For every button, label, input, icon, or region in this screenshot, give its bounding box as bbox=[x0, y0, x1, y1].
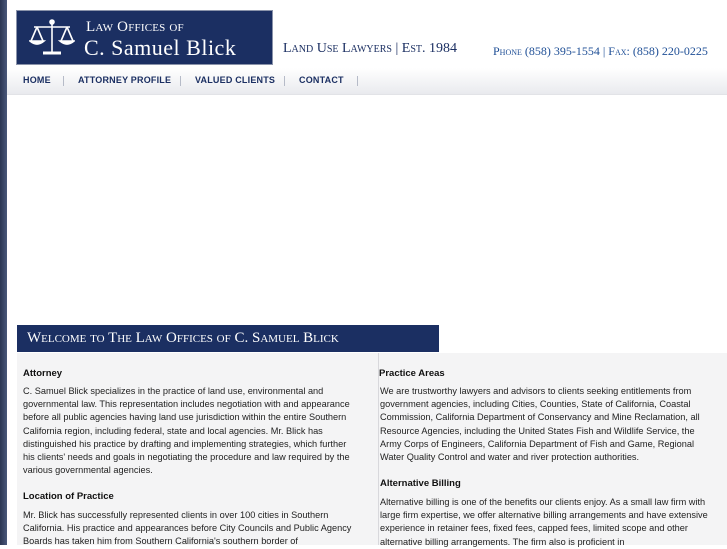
welcome-banner bbox=[17, 325, 439, 352]
site-logo[interactable] bbox=[16, 10, 273, 65]
main-content bbox=[17, 353, 727, 545]
attorney-text: C. Samuel Blick specializes in the practice of land use, environmental and governmental law. This representation includes negotiation with and appearance before all public agencies having land use jurisdiction within the entire Southern California region, including federal, state and local agencies. Mr. Blick has distinguished his practice by drafting and implementing strategies, which further his clients' needs and goals in negotiating the procedure and law required by the various governmental agencies. bbox=[23, 386, 350, 476]
left-edge-bar bbox=[0, 0, 7, 545]
main-nav bbox=[7, 68, 727, 95]
nav-separator bbox=[357, 76, 358, 86]
welcome-title: Welcome to The Law Offices of C. Samuel Blick bbox=[27, 330, 339, 346]
nav-separator bbox=[63, 76, 64, 86]
contact-phone-fax: Phone (858) 395-1554 | Fax: (858) 220-0225 bbox=[493, 44, 708, 58]
attorney-heading: Attorney bbox=[23, 368, 63, 379]
logo-line-1: Law Offices of bbox=[86, 19, 184, 35]
nav-valued-clients[interactable]: VALUED CLIENTS bbox=[195, 75, 276, 85]
nav-contact[interactable]: CONTACT bbox=[299, 75, 344, 85]
site-tagline: Land Use Lawyers | Est. 1984 bbox=[283, 41, 457, 56]
location-text: Mr. Blick has successfully represented clients in over 100 cities in Southern California. His practice and appearances before City Councils and Public Agency Boards has taken him from Southern California's southern border of bbox=[23, 510, 352, 547]
nav-home[interactable]: HOME bbox=[23, 75, 51, 85]
logo-line-2: C. Samuel Blick bbox=[84, 35, 237, 60]
hero-area bbox=[7, 95, 727, 317]
billing-heading: Alternative Billing bbox=[380, 478, 461, 489]
location-heading: Location of Practice bbox=[23, 491, 114, 502]
nav-separator bbox=[284, 76, 285, 86]
nav-attorney-profile[interactable]: ATTORNEY PROFILE bbox=[78, 75, 172, 85]
nav-separator bbox=[180, 76, 181, 86]
practice-areas-heading: Practice Areas bbox=[379, 368, 445, 379]
scales-of-justice-icon bbox=[29, 19, 75, 57]
practice-areas-text: We are trustworthy lawyers and advisors to clients seeking entitlements from government agencies, including Cities, Counties, State of California, Coastal Commission, California Department of Conservancy and Mine Reclamation, all Resource Agencies, including the United States Fish and Wildlife Service, the Army Corps of Engineers, California Department of Fish and Game, Regional Water Quality Control and water and river protection authorities. bbox=[380, 386, 700, 463]
billing-text: Alternative billing is one of the benefits our clients enjoy. As a small law firm with large firm expertise, we offer alternative billing arrangements and have extensive experience in retainer fees, fixed fees, capped fees, limited scope and other alternative billing arrangements. The firm also is proficient in bbox=[380, 497, 708, 547]
right-column bbox=[378, 353, 709, 545]
